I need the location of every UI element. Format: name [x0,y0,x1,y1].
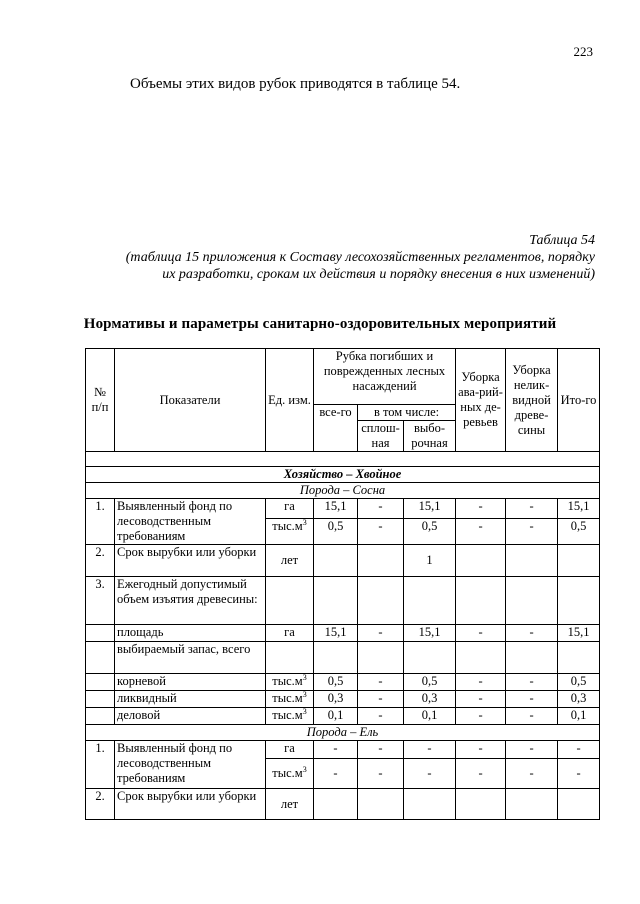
spacer-row [86,452,600,467]
value-cell: - [506,691,558,708]
value-cell: 0,5 [314,674,358,691]
subsection-spruce: Порода – Ель [86,725,600,741]
unit-cell: га [266,499,314,519]
col-header-including: в том числе: [358,405,456,421]
value-cell: 0,1 [404,708,456,725]
value-cell: 15,1 [404,625,456,642]
value-cell: - [506,518,558,544]
subsection-pine: Порода – Сосна [86,483,600,499]
value-cell: - [456,499,506,519]
row-label: Ежегодный допустимый объем изъятия древесины: [115,577,266,625]
col-header-illiquid-cleanup: Уборка нелик-видной древе-сины [506,349,558,452]
value-cell: - [456,625,506,642]
unit-cell: $тыс.м^3$ [266,759,314,789]
value-cell: - [506,759,558,789]
value-cell: - [358,674,404,691]
value-cell: - [314,759,358,789]
table-row [86,789,600,820]
table-row [86,499,600,519]
section-row: Хозяйство – Хвойное [86,467,600,483]
value-cell: 0,5 [558,518,600,544]
value-cell: - [506,625,558,642]
table-row [86,577,600,625]
col-header-selective: выбо-рочная [404,421,456,452]
row-number: 2. [86,789,115,820]
row-label: Срок вырубки или уборки [115,789,266,820]
value-cell: 15,1 [558,625,600,642]
table-row [86,625,600,642]
row-label: Выявленный фонд по лесоводственным требованиям [115,499,266,545]
value-cell: - [506,499,558,519]
row-label: ликвидный [115,691,266,708]
page-number: 223 [573,44,593,59]
value-cell: - [506,708,558,725]
row-number: 2. [86,545,115,577]
value-cell: 0,5 [558,674,600,691]
value-cell [314,545,358,577]
unit-cell: $тыс.м^3$ [266,674,314,691]
value-cell: - [358,518,404,544]
table-row [86,691,600,708]
value-cell: - [358,499,404,519]
value-cell: 0,3 [558,691,600,708]
col-header-total: Ито-го [558,349,600,452]
unit-cell: $тыс.м^3$ [266,708,314,725]
unit-cell: лет [266,545,314,577]
unit-cell: $тыс.м^3$ [266,518,314,544]
unit-cell: га [266,741,314,759]
col-header-emergency-cleanup: Уборка ава-рий-ных де-ревьев [456,349,506,452]
table-caption [125,232,595,283]
value-cell: - [558,759,600,789]
value-cell: - [456,518,506,544]
value-cell: 15,1 [558,499,600,519]
value-cell [558,545,600,577]
value-cell: - [404,741,456,759]
value-cell: 0,3 [314,691,358,708]
value-cell [358,545,404,577]
value-cell [506,545,558,577]
col-header-unit: Ед. изм. [266,349,314,452]
value-cell: 0,5 [314,518,358,544]
value-cell: - [314,741,358,759]
table-row [86,674,600,691]
unit-cell: га [266,625,314,642]
table-source-note: (таблица 15 приложения к Составу лесохозяйственных регламентов, порядку их разработки, срокам их действия и порядку внесения в них изменений) [125,250,595,282]
value-cell: - [456,759,506,789]
col-header-clear: сплош-ная [358,421,404,452]
value-cell: 0,1 [314,708,358,725]
table-row [86,708,600,725]
value-cell: - [358,708,404,725]
table-row [86,642,600,674]
value-cell [456,545,506,577]
unit-cell: $тыс.м^3$ [266,691,314,708]
value-cell: - [456,708,506,725]
col-header-indicator: Показатели [115,349,266,452]
value-cell: 0,5 [404,674,456,691]
table-title: Нормативы и параметры санитарно-оздоровительных мероприятий [83,316,557,332]
row-label: площадь [115,625,266,642]
table-label: Таблица 54 [529,233,595,248]
value-cell: - [358,759,404,789]
value-cell: 1 [404,545,456,577]
intro-text: Объемы этих видов рубок приводятся в таблице 54. [130,76,461,92]
value-cell: - [358,741,404,759]
value-cell: - [358,691,404,708]
unit-cell: лет [266,789,314,820]
col-header-felling-total: все-го [314,405,358,452]
row-label: деловой [115,708,266,725]
value-cell: 0,1 [558,708,600,725]
value-cell: - [456,691,506,708]
row-label: корневой [115,674,266,691]
value-cell: 0,5 [404,518,456,544]
row-label: выбираемый запас, всего [115,642,266,674]
row-number: 3. [86,577,115,625]
value-cell: - [558,741,600,759]
value-cell: - [358,625,404,642]
value-cell: 15,1 [314,499,358,519]
row-label: Срок вырубки или уборки [115,545,266,577]
col-header-number: № п/п [86,349,115,452]
value-cell: 15,1 [314,625,358,642]
norms-table [85,348,600,820]
row-label: Выявленный фонд по лесоводственным требованиям [115,741,266,789]
value-cell: - [404,759,456,789]
row-number: 1. [86,499,115,545]
value-cell: - [506,741,558,759]
value-cell: 15,1 [404,499,456,519]
value-cell: 0,3 [404,691,456,708]
value-cell: - [506,674,558,691]
table-row [86,545,600,577]
value-cell: - [456,741,506,759]
value-cell: - [456,674,506,691]
row-number: 1. [86,741,115,789]
col-header-felling: Рубка погибших и поврежденных лесных насаждений [314,349,456,405]
table-row [86,741,600,759]
